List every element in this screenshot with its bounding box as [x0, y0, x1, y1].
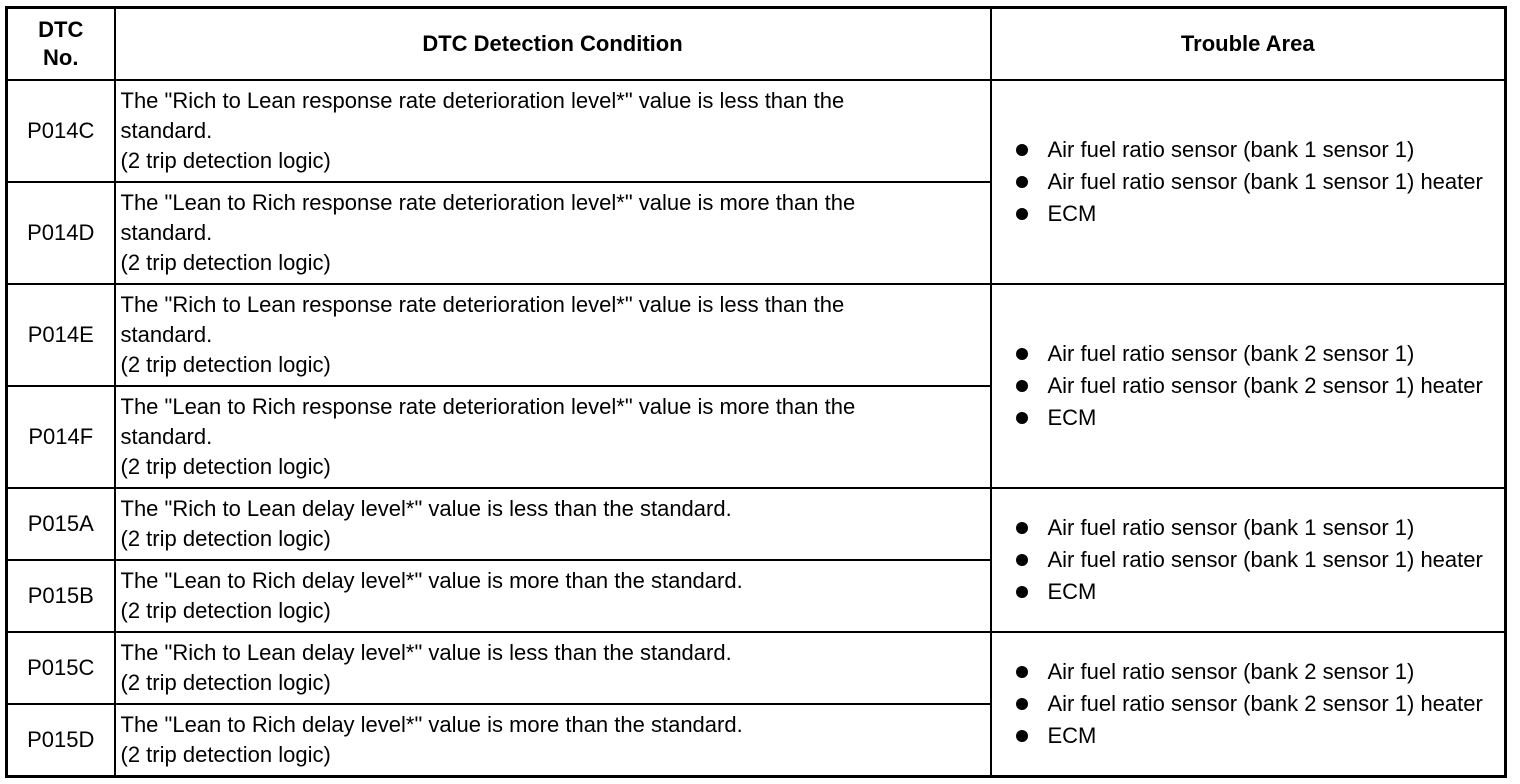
bullet-icon [1016, 144, 1028, 156]
detection-condition [115, 488, 991, 560]
trouble-area-text: Air fuel ratio sensor (bank 1 sensor 1) heater [1047, 547, 1483, 573]
trouble-area-text: ECM [1047, 723, 1097, 749]
header-trouble-area: Trouble Area [991, 8, 1506, 80]
trouble-area-text: ECM [1047, 404, 1097, 430]
trouble-area-text: Air fuel ratio sensor (bank 2 sensor 1) [1047, 340, 1415, 366]
trouble-area-item [1012, 199, 1505, 229]
dtc-code: P014E [7, 284, 115, 386]
bullet-icon [1016, 698, 1028, 710]
dtc-code: P014D [7, 182, 115, 284]
condition-line: standard. [120, 321, 213, 347]
trouble-area-text: Air fuel ratio sensor (bank 1 sensor 1) [1047, 136, 1415, 162]
trouble-area-item [1012, 339, 1505, 369]
trouble-area-item [1012, 135, 1505, 165]
trouble-area-text: ECM [1047, 579, 1097, 605]
bullet-icon [1016, 208, 1028, 220]
trouble-area-list [1012, 135, 1505, 229]
header-row [7, 8, 1506, 80]
condition-line: (2 trip detection logic) [120, 249, 331, 275]
condition-line: The "Lean to Rich response rate deterioration level*" value is more than the [120, 189, 856, 215]
condition-line: (2 trip detection logic) [120, 598, 331, 624]
condition-line: (2 trip detection logic) [120, 670, 331, 696]
detection-condition [115, 80, 991, 182]
detection-condition [115, 284, 991, 386]
condition-line: (2 trip detection logic) [120, 526, 331, 552]
condition-line: The "Rich to Lean response rate deterioration level*" value is less than the [120, 291, 845, 317]
trouble-area-item [1012, 577, 1505, 607]
header-dtc-no [7, 8, 115, 80]
header-dtc-no-line2: No. [43, 44, 79, 70]
detection-condition [115, 386, 991, 488]
trouble-area-item [1012, 657, 1505, 687]
dtc-code: P014F [7, 386, 115, 488]
trouble-area-item [1012, 721, 1505, 751]
condition-line: The "Lean to Rich delay level*" value is more than the standard. [120, 568, 743, 594]
bullet-icon [1016, 348, 1028, 360]
table-row [7, 80, 1506, 182]
detection-condition [115, 632, 991, 704]
condition-line: The "Lean to Rich delay level*" value is more than the standard. [120, 712, 743, 738]
trouble-area-list [1012, 657, 1505, 751]
dtc-code: P014C [7, 80, 115, 182]
header-dtc-no-line1: DTC [38, 16, 84, 42]
dtc-code: P015C [7, 632, 115, 704]
trouble-area-text: ECM [1047, 200, 1097, 226]
bullet-icon [1016, 554, 1028, 566]
condition-line: (2 trip detection logic) [120, 742, 331, 768]
trouble-area-cell [991, 284, 1506, 488]
bullet-icon [1016, 380, 1028, 392]
trouble-area-text: Air fuel ratio sensor (bank 2 sensor 1) heater [1047, 372, 1483, 398]
trouble-area-item [1012, 403, 1505, 433]
trouble-area-list [1012, 339, 1505, 433]
dtc-code: P015D [7, 704, 115, 776]
table-row [7, 488, 1506, 560]
trouble-area-item [1012, 371, 1505, 401]
table-row [7, 632, 1506, 704]
header-condition: DTC Detection Condition [115, 8, 991, 80]
condition-line: (2 trip detection logic) [120, 453, 331, 479]
trouble-area-item [1012, 513, 1505, 543]
table-row [7, 284, 1506, 386]
trouble-area-text: Air fuel ratio sensor (bank 2 sensor 1) [1047, 659, 1415, 685]
detection-condition [115, 182, 991, 284]
condition-line: (2 trip detection logic) [120, 147, 331, 173]
condition-line: standard. [120, 219, 213, 245]
trouble-area-cell [991, 632, 1506, 776]
bullet-icon [1016, 412, 1028, 424]
dtc-code: P015A [7, 488, 115, 560]
trouble-area-cell [991, 80, 1506, 284]
condition-line: The "Rich to Lean delay level*" value is less than the standard. [120, 640, 732, 666]
dtc-table [5, 6, 1507, 778]
trouble-area-text: Air fuel ratio sensor (bank 2 sensor 1) heater [1047, 691, 1483, 717]
trouble-area-list [1012, 513, 1505, 607]
bullet-icon [1016, 522, 1028, 534]
trouble-area-item [1012, 545, 1505, 575]
bullet-icon [1016, 666, 1028, 678]
bullet-icon [1016, 730, 1028, 742]
detection-condition [115, 704, 991, 776]
condition-line: The "Lean to Rich response rate deterioration level*" value is more than the [120, 393, 856, 419]
trouble-area-item [1012, 689, 1505, 719]
bullet-icon [1016, 586, 1028, 598]
trouble-area-item [1012, 167, 1505, 197]
condition-line: (2 trip detection logic) [120, 351, 331, 377]
condition-line: The "Rich to Lean delay level*" value is less than the standard. [120, 496, 732, 522]
condition-line: standard. [120, 117, 213, 143]
trouble-area-cell [991, 488, 1506, 632]
trouble-area-text: Air fuel ratio sensor (bank 1 sensor 1) [1047, 515, 1415, 541]
dtc-code: P015B [7, 560, 115, 632]
condition-line: The "Rich to Lean response rate deterioration level*" value is less than the [120, 87, 845, 113]
condition-line: standard. [120, 423, 213, 449]
trouble-area-text: Air fuel ratio sensor (bank 1 sensor 1) heater [1047, 168, 1483, 194]
bullet-icon [1016, 176, 1028, 188]
detection-condition [115, 560, 991, 632]
